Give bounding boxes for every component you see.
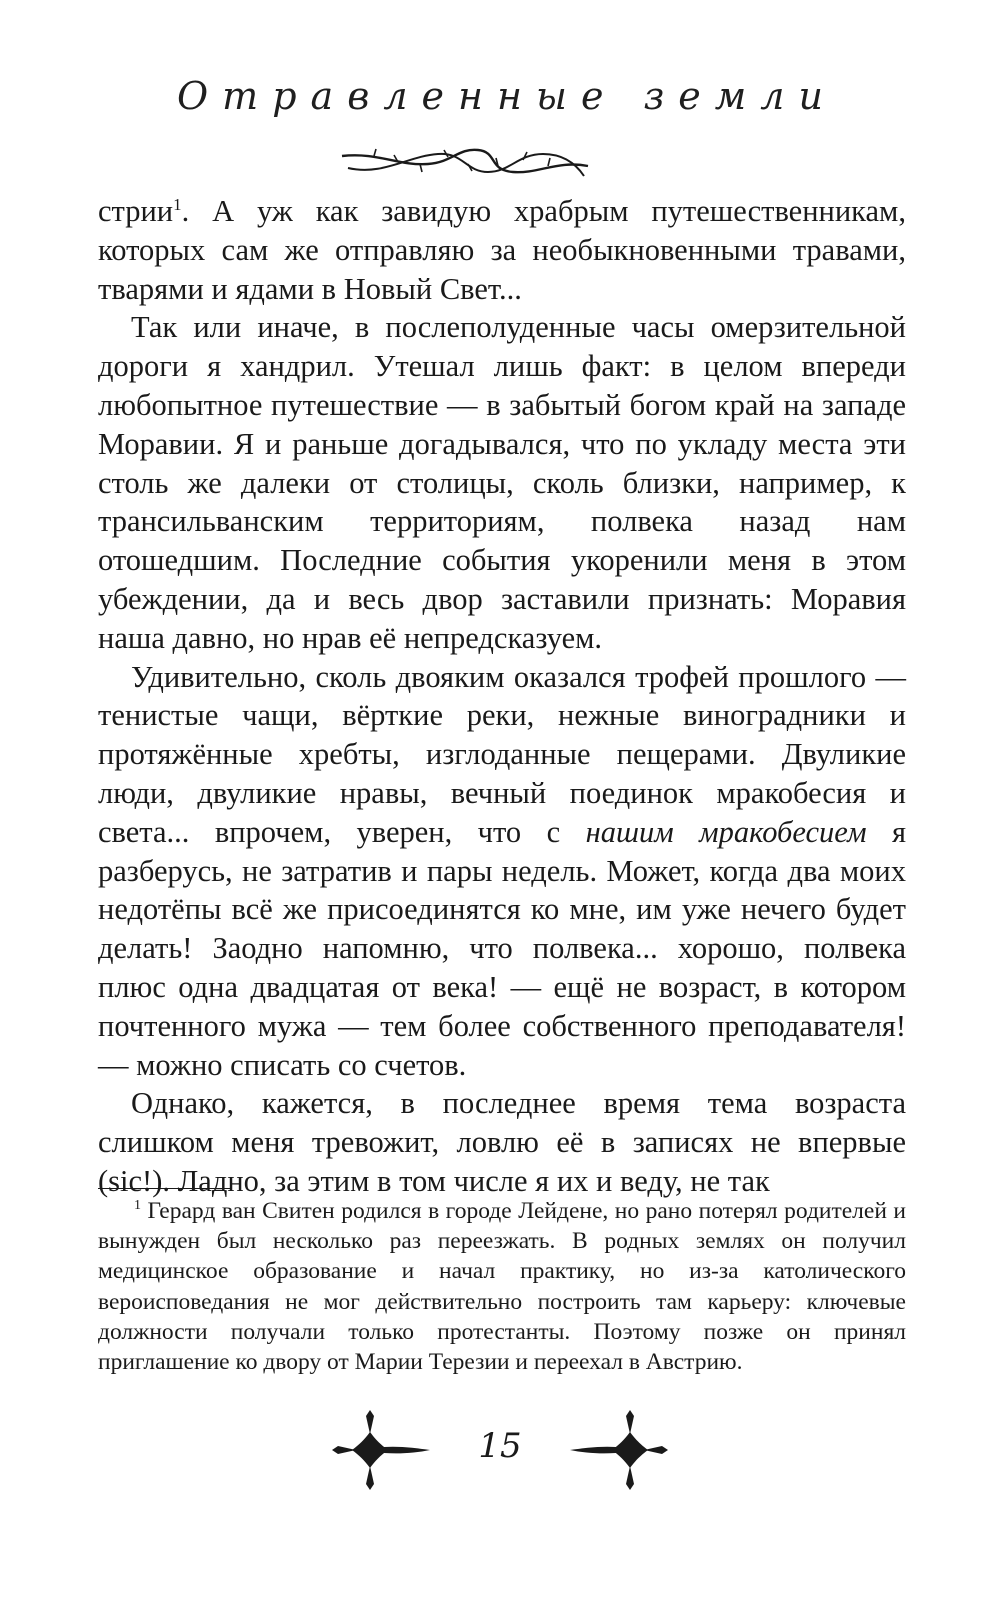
body-text [98,192,906,1201]
cross-flourish-right-icon [570,1410,670,1490]
running-title: Отравленные земли [177,74,837,118]
cross-flourish-left-icon [330,1410,430,1490]
footnote-separator [98,1188,231,1189]
folio [330,1410,670,1490]
running-header [0,74,1000,118]
footnote [98,1196,906,1377]
paragraph: Удивительно, сколь двояким оказался трофей прошлого — тенистые чащи, вёрткие реки, нежные виноградники и протяжённые хребты, изглоданные пещерами. Двуликие люди, двуликие нравы, вечный поединок мракобесия и света... впрочем, уверен, что с нашим мракобесием я разберусь, не затратив и пары недель. Может, когда два моих недотёпы всё же присоединятся ко мне, им уже нечего будет делать! Заодно напомню, что полвека... хорошо, полвека плюс одна двадцатая от века! — ещё не возраст, в котором почтенного мужа — тем более собственного преподавателя! — можно списать со счетов. [98,659,906,1082]
thorn-vine-ornament-icon [338,142,593,186]
page-number: 15 [478,1426,522,1466]
footnote-reference: 1 [173,194,182,214]
italic-phrase: нашим мракобесием [585,814,867,849]
footnote-marker: 1 [134,1198,141,1214]
paragraph: Однако, кажется, в последнее время тема возраста слишком меня тревожит, ловлю её в записях не впервые (sic!). Ладно, за этим в том числе я их и веду, не так [98,1086,906,1198]
paragraph: Так или иначе, в послеполуденные часы омерзительной дороги я хандрил. Утешал лишь факт: в целом впереди любопытное путешествие — в забытый богом край на западе Моравии. Я и раньше догадывался, что по укладу места эти столь же далеки от столицы, сколь близки, например, к трансильванским территориям, полвека назад нам отошедшим. Последние события укоренили меня в этом убеждении, да и весь двор заставили признать: Моравия наша давно, но нрав её непредсказуем. [98,310,906,655]
paragraph: стрии$^1$. А уж как завидую храбрым путешественникам, которых сам же отправляю за необыкновенными травами, тварями и ядами в Новый Свет... [98,194,906,306]
footnote-text: $^1$ Герард ван Свитен родился в городе Лейдене, но рано потерял родителей и вынужден был несколько раз переезжать. В родных землях он получил медицинское образование и начал практику, но из-за католического вероисповедания не мог действительно построить там карьеру: ключевые должности получали только протестанты. Поэтому позже он принял приглашение ко двору от Марии Терезии и переехал в Австрию. [98,1198,906,1376]
